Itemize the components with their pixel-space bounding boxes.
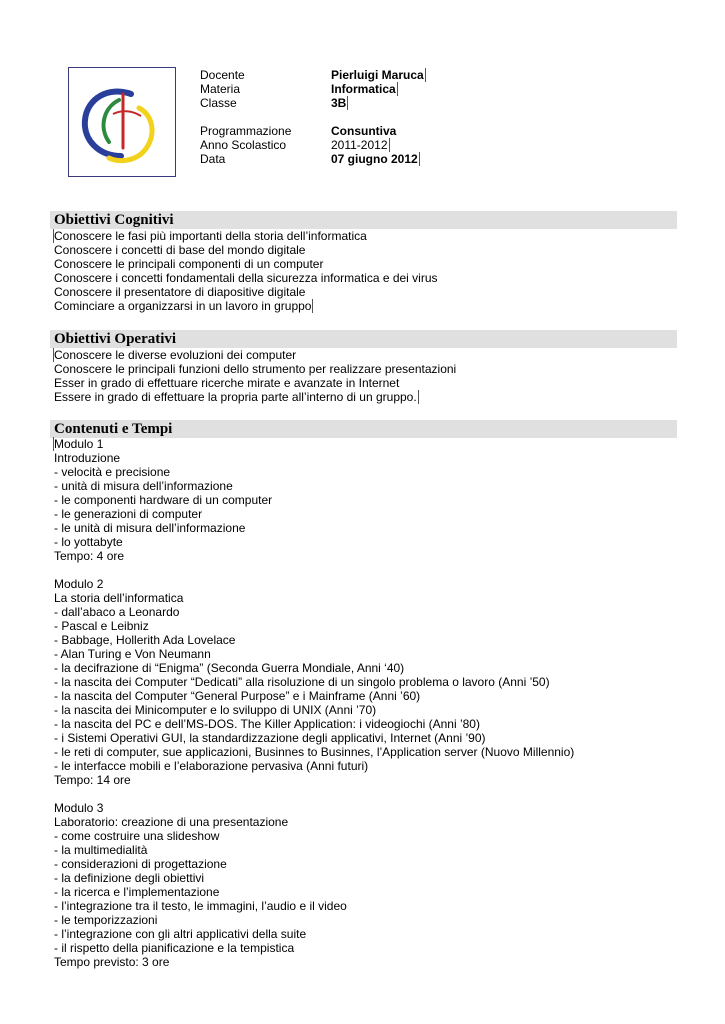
list-item: - le reti di computer, sue applicazioni, Businnes to Businnes, l’Application server (Nuovo Millennio) <box>54 745 575 759</box>
list-item: Introduzione <box>54 451 121 465</box>
list-item: - Alan Turing e Von Neumann <box>54 647 211 661</box>
module-heading: Modulo 3 <box>54 801 104 815</box>
section-body-operativi <box>54 348 456 404</box>
list-item: - l’integrazione tra il testo, le immagini, l’audio e il video <box>54 899 347 913</box>
list-item: - Pascal e Leibniz <box>54 619 149 633</box>
list-item: - la ricerca e l’implementazione <box>54 885 220 899</box>
list-item: - la multimedialità <box>54 843 148 857</box>
header-row-programmazione <box>200 124 426 138</box>
section-body-cognitivi <box>54 229 438 313</box>
list-item: - l’integrazione con gli altri applicativi della suite <box>54 927 307 941</box>
list-item <box>54 299 438 313</box>
section-body-contenuti <box>54 437 574 969</box>
list-item: - le interfacce mobili e l’elaborazione pervasiva (Anni futuri) <box>54 759 369 773</box>
list-item-text: Cominciare a organizzarsi in un lavoro in gruppo <box>54 299 312 313</box>
list-item: - dall’abaco a Leonardo <box>54 605 180 619</box>
module-time: Tempo: 14 ore <box>54 773 131 787</box>
module-heading: Modulo 2 <box>54 577 104 591</box>
section-title-contenuti: Contenuti e Tempi <box>50 420 677 438</box>
header-row-docente <box>200 68 426 82</box>
list-item: - unità di misura dell’informazione <box>54 479 233 493</box>
header-value: 3B <box>331 96 347 110</box>
list-item: - la decifrazione di “Enigma” (Seconda Guerra Mondiale, Anni ‘40) <box>54 661 405 675</box>
header-label: Materia <box>200 82 241 96</box>
list-item: Conoscere le principali funzioni dello strumento per realizzare presentazioni <box>54 362 457 376</box>
list-item: Laboratorio: creazione di una presentazione <box>54 815 289 829</box>
header-row-data <box>200 152 426 166</box>
module-time: Tempo: 4 ore <box>54 549 125 563</box>
list-item: - considerazioni di progettazione <box>54 857 227 871</box>
header-row-classe <box>200 96 426 110</box>
list-item: - la nascita del Computer “General Purpose” e i Mainframe (Anni ’60) <box>54 689 421 703</box>
header-value: 2011-2012 <box>331 138 388 152</box>
header-value: 07 giugno 2012 <box>331 152 418 166</box>
list-item: - i Sistemi Operativi GUI, la standardizzazione degli applicativi, Internet (Anni ’90) <box>54 731 486 745</box>
list-item: - le componenti hardware di un computer <box>54 493 273 507</box>
list-item: - la definizione degli obiettivi <box>54 871 205 885</box>
header-value: Consuntiva <box>331 124 397 138</box>
list-item: Conoscere le diverse evoluzioni dei computer <box>53 348 456 362</box>
list-item-text: Essere in grado di effettuare la propria parte all’interno di un gruppo. <box>54 390 417 404</box>
list-item: - la nascita dei Minicomputer e lo sviluppo di UNIX (Anni ’70) <box>54 703 377 717</box>
module-time: Tempo previsto: 3 ore <box>54 955 170 969</box>
list-item: - la nascita dei Computer “Dedicati” alla risoluzione di un singolo problema o lavoro (Anni ’50) <box>54 675 550 689</box>
list-item: Conoscere i concetti fondamentali della sicurezza informatica e dei virus <box>54 271 438 285</box>
header-row-materia <box>200 82 426 96</box>
list-item: - le temporizzazioni <box>54 913 158 927</box>
header-value: Informatica <box>331 82 396 96</box>
list-item: La storia dell’informatica <box>54 591 184 605</box>
section-title-cognitivi: Obiettivi Cognitivi <box>50 211 677 229</box>
list-item: - il rispetto della pianificazione e la tempistica <box>54 941 295 955</box>
list-item: - velocità e precisione <box>54 465 171 479</box>
header-label: Data <box>200 152 226 166</box>
list-item: Esser in grado di effettuare ricerche mirate e avanzate in Internet <box>54 376 400 390</box>
header-label: Anno Scolastico <box>200 138 287 152</box>
header-label: Docente <box>200 68 245 82</box>
school-logo <box>68 67 176 177</box>
header-label: Classe <box>200 96 237 110</box>
list-item: Conoscere le fasi più importanti della storia dell’informatica <box>53 229 438 243</box>
document-header <box>200 68 426 166</box>
section-title-operativi: Obiettivi Operativi <box>50 330 677 348</box>
list-item: Conoscere i concetti di base del mondo digitale <box>54 243 306 257</box>
header-row-anno <box>200 138 426 152</box>
header-value: Pierluigi Maruca <box>331 68 424 82</box>
list-item: Conoscere il presentatore di diapositive digitale <box>54 285 306 299</box>
list-item: - le generazioni di computer <box>54 507 203 521</box>
list-item: - lo yottabyte <box>54 535 123 549</box>
list-item: - Babbage, Hollerith Ada Lovelace <box>54 633 236 647</box>
list-item: - la nascita del PC e dell’MS-DOS. The Killer Application: i videogiochi (Anni ’80) <box>54 717 480 731</box>
header-label: Programmazione <box>200 124 292 138</box>
list-item: - le unità di misura dell’informazione <box>54 521 246 535</box>
list-item <box>54 390 456 404</box>
list-item: - come costruire una slideshow <box>54 829 220 843</box>
list-item: Conoscere le principali componenti di un computer <box>54 257 324 271</box>
module-heading: Modulo 1 <box>53 437 574 451</box>
